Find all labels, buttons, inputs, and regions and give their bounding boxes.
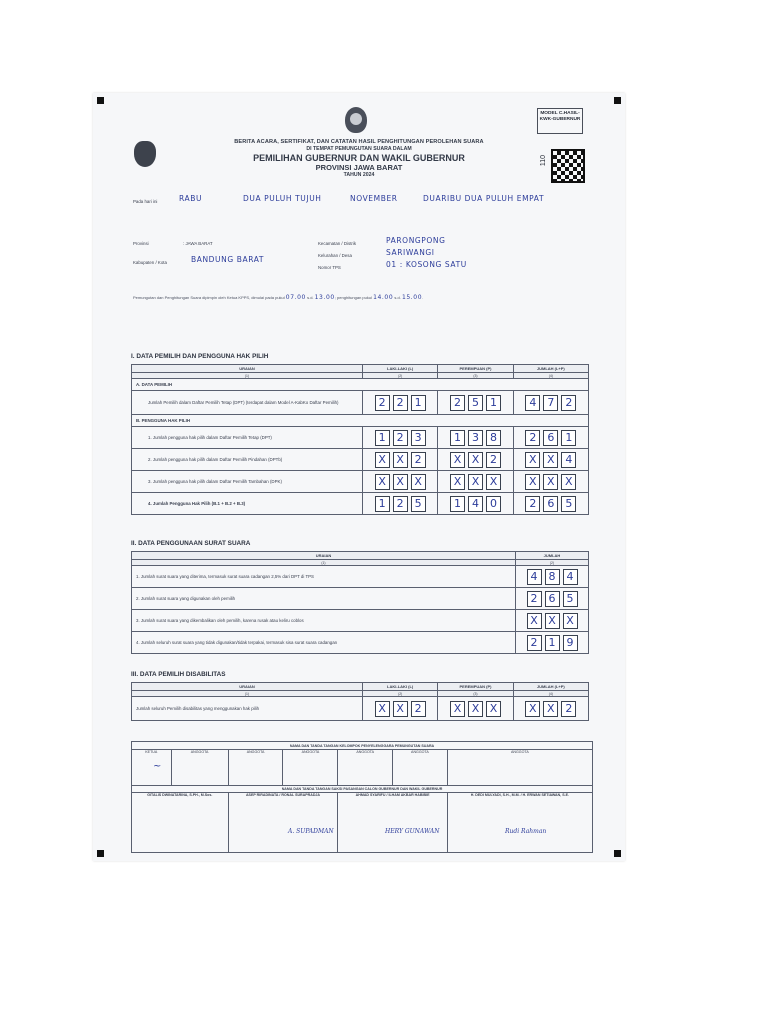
digit-box: 2: [527, 635, 542, 651]
digit-box: 3: [411, 430, 426, 446]
anggota-label: ANGGOTA: [411, 750, 429, 754]
signature-title: NAMA DAN TANDA TANGAN KELOMPOK PENYELENGGARA PEMUNGUTAN SUARA: [132, 742, 593, 750]
digit-box: X: [468, 701, 483, 717]
digit-box: 1: [561, 430, 576, 446]
digit-box: X: [393, 701, 408, 717]
row-label: 4. Jumlah seluruh surat suara yang tidak digunakan/tidak terpakai, termasuk sisa surat suara cadangan: [132, 632, 516, 654]
digit-box: X: [393, 474, 408, 490]
row-label: 2. Jumlah pengguna hak pilih dalam Daftar Pemilih Pindahan (DPTb): [132, 449, 363, 471]
section-title: I. DATA PEMILIH DAN PENGGUNA HAK PILIH: [131, 353, 269, 360]
digit-box: X: [393, 452, 408, 468]
col-uraian: URAIAN: [132, 365, 363, 373]
row-label: Jumlah seluruh Pemilih disabilitas yang menggunakan hak pilih: [132, 697, 363, 721]
section-title: III. DATA PEMILIH DISABILITAS: [131, 671, 226, 678]
digit-boxes: [516, 591, 588, 607]
row-label: 4. Jumlah Pengguna Hak Pilih (B.1 + B.2 + B.3): [132, 493, 363, 515]
digit-boxes: [438, 452, 512, 468]
digit-boxes: [438, 395, 512, 411]
digit-box: 4: [468, 496, 483, 512]
digit-box: X: [375, 701, 390, 717]
anggota-label: ANGGOTA: [356, 750, 375, 754]
digit-boxes: [514, 395, 588, 411]
intro-paragraph: Pemungutan dan Penghitungan Suara dipimpin oleh Ketua KPPS, dimulai pada pukul 07.00 s.d. 13.00; penghitungan pukul 14.00 s.d. 15.00.: [133, 294, 424, 301]
table-surat-suara: URAIAN JUMLAH (1) (2) 1. Jumlah surat suara yang diterima, termasuk surat suara cadangan 2,5% dari DPT di TPS 4 8 4 2. Jumlah surat suara yang digunakan oleh pemilih 2 6 5 3. Jumlah surat suara yang dikembalikan oleh pemilih, karena rusak atau keliru coblos X X X 4. Jumlah seluruh surat suara yang tidak digunakan/tidak terpakai, termasuk sisa surat suara cadangan 2 1 9: [131, 551, 589, 654]
col-jumlah: JUMLAH: [516, 552, 589, 560]
digit-box: X: [527, 613, 542, 629]
digit-boxes: [363, 474, 437, 490]
digit-box: 9: [563, 635, 578, 651]
group-b: B. PENGGUNA HAK PILIH: [132, 415, 589, 427]
table-data-pemilih: URAIAN LAKI-LAKI (L) PEREMPUAN (P) JUMLAH (L+P) (1) (2) (3) (4) A. DATA PEMILIH Jumlah Pemilih dalam Daftar Pemilih Tetap (DPT) (terdapat dalam Model A-KabKo Daftar Pemilih) 2 2 1 2 5 1 4 7 2 B. PENGGUNA HAK PILIH 1. Jumlah pengguna hak pilih dalam Daftar Pemilih Tetap (DPT) 1 2 3 1 3 8 2 6 1 2. Jumlah pengguna hak pilih dalam Daftar Pemilih Pindahan (DPTb) X X 2 X X 2 X X 4 3. Jumlah pengguna hak pilih dalam Daftar Pemilih Tambahan (DPK) X X X X X X X X X 4. Jumlah Pengguna Hak Pilih (B.1 + B.2 + B.3) 1 2 5 1 4 0 2 6 5: [131, 364, 589, 515]
digit-box: 3: [468, 430, 483, 446]
digit-boxes: [363, 496, 437, 512]
digit-boxes: [363, 395, 437, 411]
tps-value: 01 : KOSONG SATU: [386, 260, 467, 269]
digit-box: X: [468, 452, 483, 468]
corner-mark: [614, 850, 621, 857]
row-label: 1. Jumlah pengguna hak pilih dalam Daftar Pemilih Tetap (DPT): [132, 427, 363, 449]
col-uraian: URAIAN: [132, 683, 363, 691]
digit-box: 1: [375, 496, 390, 512]
digit-box: X: [561, 474, 576, 490]
cell-l: [363, 391, 438, 415]
group-a: A. DATA PEMILIH: [132, 379, 589, 391]
ketua-label: KETUA: [145, 750, 158, 754]
digit-box: X: [468, 474, 483, 490]
digit-box: X: [450, 701, 465, 717]
col-jumlah: JUMLAH (L+P): [513, 365, 588, 373]
ketua-cell: [132, 750, 172, 786]
col-perempuan: PEREMPUAN (P): [438, 365, 513, 373]
digit-box: 1: [375, 430, 390, 446]
digit-boxes: [514, 701, 588, 717]
digit-boxes: [438, 701, 512, 717]
digit-boxes: [516, 569, 588, 585]
digit-box: 2: [525, 430, 540, 446]
digit-box: X: [375, 474, 390, 490]
digit-boxes: [514, 430, 588, 446]
document-header: [93, 139, 625, 178]
digit-box: 2: [525, 496, 540, 512]
witness-signature: Rudi Rahman: [505, 828, 547, 835]
digit-box: 8: [545, 569, 560, 585]
digit-boxes: [516, 635, 588, 651]
digit-box: 2: [486, 452, 501, 468]
digit-box: 5: [563, 591, 578, 607]
meta-label: Pada hari ini: [133, 199, 158, 204]
digit-boxes: [438, 430, 512, 446]
digit-box: 4: [527, 569, 542, 585]
row-label: 1. Jumlah surat suara yang diterima, termasuk surat suara cadangan 2,5% dari DPT di TPS: [132, 566, 516, 588]
kecamatan-value: PARONGPONG: [386, 236, 446, 245]
digit-box: 5: [411, 496, 426, 512]
hitung-selesai: 15.00: [401, 294, 423, 301]
header-province: PROVINSI JAWA BARAT: [315, 163, 403, 172]
witness-title: NAMA DAN TANDA TANGAN SAKSI PASANGAN CALON GUBERNUR DAN WAKIL GUBERNUR: [132, 786, 593, 793]
corner-mark: [614, 97, 621, 104]
corner-mark: [97, 850, 104, 857]
kelurahan-label: Kelurahan / Desa: [318, 253, 352, 258]
col-laki: LAKI-LAKI (L): [363, 683, 438, 691]
provinsi-value: : JAWA BARAT: [183, 241, 213, 246]
digit-box: 6: [543, 496, 558, 512]
signature-scribble: ~: [153, 761, 162, 772]
col-laki: LAKI-LAKI (L): [363, 365, 438, 373]
col-jumlah: JUMLAH (L+P): [513, 683, 588, 691]
anggota-label: ANGGOTA: [301, 750, 320, 754]
form-sheet: [93, 93, 625, 861]
digit-boxes: [363, 701, 437, 717]
digit-box: 4: [525, 395, 540, 411]
cell-lp: [513, 391, 588, 415]
digit-box: 2: [393, 496, 408, 512]
digit-box: 7: [543, 395, 558, 411]
digit-box: X: [525, 474, 540, 490]
header-line: BERITA ACARA, SERTIFIKAT, DAN CATATAN HASIL PENGHITUNGAN PEROLEHAN SUARA: [234, 139, 484, 145]
kabupaten-label: Kabupaten / Kota: [133, 260, 167, 265]
digit-boxes: [514, 496, 588, 512]
digit-box: 1: [545, 635, 560, 651]
kecamatan-label: Kecamatan / Distrik: [318, 241, 357, 246]
digit-box: 6: [545, 591, 560, 607]
digit-box: X: [486, 701, 501, 717]
digit-box: X: [543, 452, 558, 468]
side-number: 110: [540, 154, 548, 167]
digit-box: 1: [411, 395, 426, 411]
garuda-emblem-icon: [345, 107, 367, 133]
digit-box: X: [543, 474, 558, 490]
row-label: Jumlah Pemilih dalam Daftar Pemilih Tetap (DPT) (terdapat dalam Model A-KabKo Daftar Pemilih): [132, 391, 363, 415]
digit-box: 2: [561, 395, 576, 411]
digit-boxes: [438, 496, 512, 512]
witness-signature: A. SUPADMAN: [288, 828, 334, 835]
provinsi-label: Provinsi: [133, 241, 149, 246]
digit-boxes: [514, 474, 588, 490]
digit-box: X: [545, 613, 560, 629]
digit-box: 2: [393, 395, 408, 411]
digit-box: 2: [393, 430, 408, 446]
digit-box: 2: [375, 395, 390, 411]
row-label: 3. Jumlah surat suara yang dikembalikan oleh pemilih, karena rusak atau keliru coblos: [132, 610, 516, 632]
digit-boxes: [438, 474, 512, 490]
digit-box: 2: [561, 701, 576, 717]
header-title: PEMILIHAN GUBERNUR DAN WAKIL GUBERNUR: [253, 153, 465, 163]
digit-box: 1: [450, 496, 465, 512]
tahun-value: DUARIBU DUA PULUH EMPAT: [423, 194, 545, 203]
header-year: TAHUN 2024: [343, 172, 375, 178]
witness-4: H. DEDI MULYADI, S.H., M.M. / H. ERWAN SETIAWAN, S.E.: [447, 793, 592, 853]
digit-box: X: [450, 474, 465, 490]
digit-boxes: [363, 452, 437, 468]
anggota-label: ANGGOTA: [190, 750, 209, 754]
digit-box: 2: [450, 395, 465, 411]
bulan-value: NOVEMBER: [350, 194, 398, 203]
kabupaten-value: BANDUNG BARAT: [191, 255, 265, 264]
witness-2: ASEP RIRADINATA / RONAL SURAPRADJA: [228, 793, 338, 853]
row-label: 3. Jumlah pengguna hak pilih dalam Daftar Pemilih Tambahan (DPK): [132, 471, 363, 493]
anggota-label: ANGGOTA: [246, 750, 265, 754]
digit-box: 2: [411, 452, 426, 468]
digit-boxes: [516, 613, 588, 629]
digit-box: 1: [486, 395, 501, 411]
cell-p: [438, 391, 513, 415]
signature-table: [131, 741, 593, 853]
digit-box: X: [525, 452, 540, 468]
digit-box: 8: [486, 430, 501, 446]
section-title: II. DATA PENGGUNAAN SURAT SUARA: [131, 540, 251, 547]
digit-box: 2: [527, 591, 542, 607]
kelurahan-value: SARIWANGI: [386, 248, 435, 257]
tps-label: Nomor TPS: [318, 265, 341, 270]
witness-1: GITALIS DWINATARINA, S.PH., M.Sos.: [132, 793, 229, 853]
digit-box: 6: [543, 430, 558, 446]
header-line: DI TEMPAT PEMUNGUTAN SUARA DALAM: [306, 146, 412, 152]
digit-boxes: [514, 452, 588, 468]
digit-box: 2: [411, 701, 426, 717]
witness-signature: HERY GUNAWAN: [385, 828, 440, 835]
col-uraian: URAIAN: [132, 552, 516, 560]
digit-box: 4: [563, 569, 578, 585]
digit-box: 4: [561, 452, 576, 468]
digit-box: 1: [450, 430, 465, 446]
anggota-label: ANGGOTA: [511, 750, 529, 754]
hari-value: RABU: [179, 194, 203, 203]
jam-mulai: 07.00: [285, 294, 306, 301]
jam-selesai: 13.00: [314, 294, 335, 301]
corner-mark: [97, 97, 104, 104]
digit-box: X: [563, 613, 578, 629]
digit-box: 5: [468, 395, 483, 411]
digit-box: X: [375, 452, 390, 468]
digit-boxes: [363, 430, 437, 446]
digit-box: 5: [561, 496, 576, 512]
witness-3: AHMAD SYARIFU / ILHAM AKBAR HABIBIE: [338, 793, 447, 853]
tanggal-value: DUA PULUH TUJUH: [243, 194, 322, 203]
digit-box: X: [486, 474, 501, 490]
col-perempuan: PEREMPUAN (P): [438, 683, 513, 691]
digit-box: 0: [486, 496, 501, 512]
digit-box: X: [450, 452, 465, 468]
digit-box: X: [543, 701, 558, 717]
digit-box: X: [525, 701, 540, 717]
hitung-mulai: 14.00: [373, 294, 394, 301]
model-box: MODEL C.HASIL-KWK-GUBERNUR: [537, 108, 583, 134]
row-label: 2. Jumlah surat suara yang digunakan oleh pemilih: [132, 588, 516, 610]
digit-box: X: [411, 474, 426, 490]
table-disabilitas: URAIAN LAKI-LAKI (L) PEREMPUAN (P) JUMLAH (L+P) (1) (2) (3) (4) Jumlah seluruh Pemilih disabilitas yang menggunakan hak pilih X X 2 X X X X X 2: [131, 682, 589, 721]
